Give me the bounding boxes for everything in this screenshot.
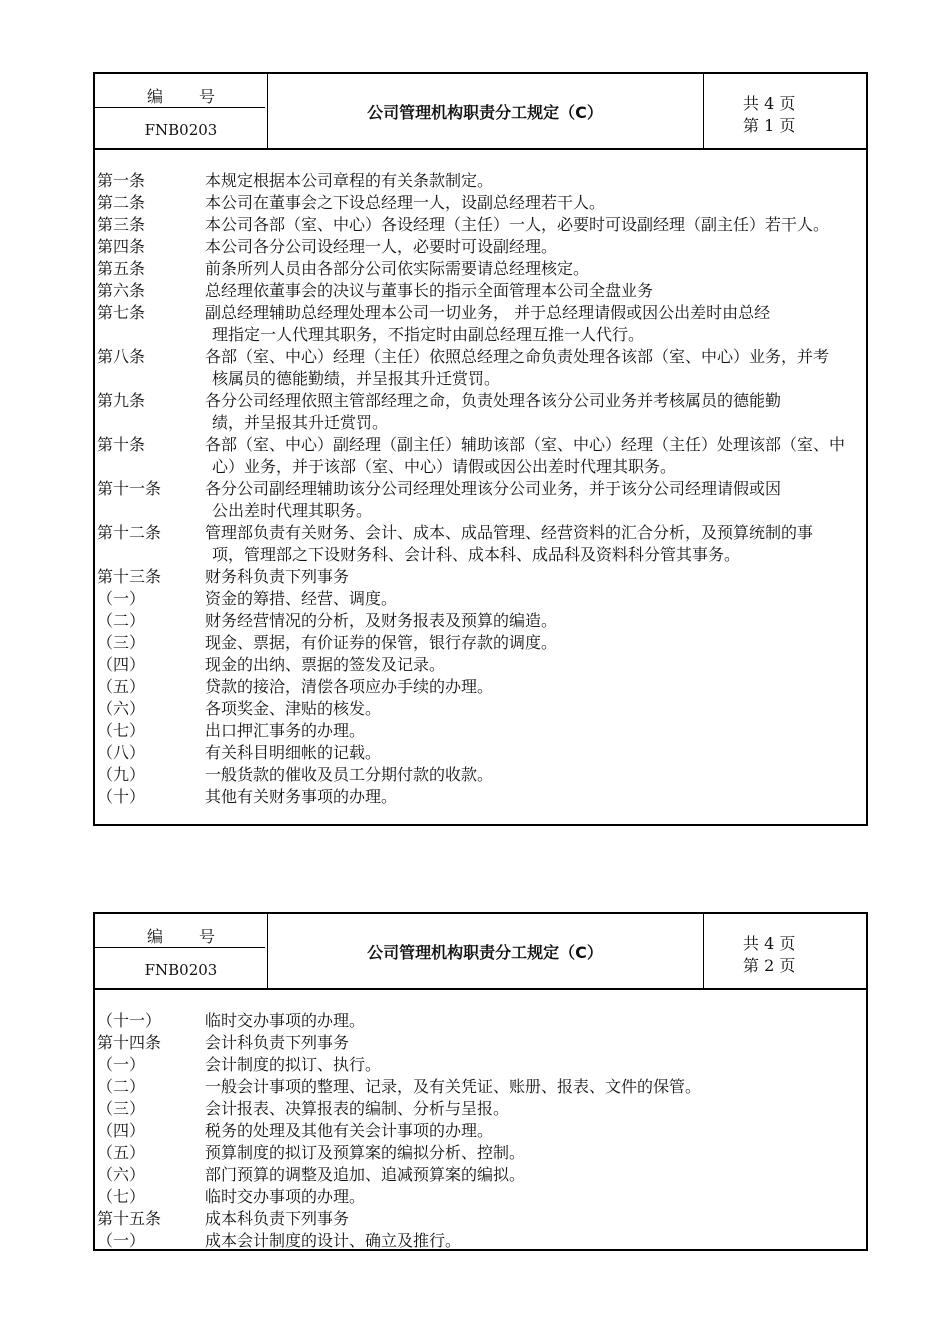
article-label: 第十二条: [97, 523, 162, 542]
code-value: FNB0203: [144, 121, 218, 139]
article-row: [95, 302, 866, 346]
article-text-line: 总经理依董事会的决议与董事长的指示全面管理本公司全盘业务: [205, 281, 654, 300]
article-text: [205, 390, 864, 434]
article-row: [95, 1186, 866, 1208]
article-text-line: 贷款的接洽，清偿各项应办手续的办理。: [205, 677, 494, 696]
article-text: [205, 764, 864, 786]
article-text: [205, 1164, 864, 1186]
code-value: FNB0203: [144, 961, 218, 979]
article-text: [205, 434, 864, 478]
article-text: [205, 588, 864, 610]
article-label: 第九条: [97, 391, 146, 410]
article-row: [95, 698, 866, 720]
article-text: [205, 478, 864, 522]
article-text-continuation: 理指定一人代理其职务，不指定时由副总经理互推一人代行。: [212, 325, 645, 344]
article-text: [205, 610, 864, 632]
article-row: [95, 566, 866, 588]
article-label: （九）: [97, 765, 146, 784]
article-row: [95, 522, 866, 566]
article-text-line: 本规定根据本公司章程的有关条款制定。: [205, 171, 494, 190]
article-label: 第十条: [97, 435, 146, 454]
article-text-line: 各分公司经理依照主管部经理之命，负责处理各该分公司业务并考核属员的德能勤: [205, 391, 782, 410]
article-text: [205, 214, 864, 236]
article-text-line: 成本会计制度的设计、确立及推行。: [205, 1231, 462, 1250]
article-text-line: 现金的出纳、票据的签发及记录。: [205, 655, 446, 674]
article-text: [205, 1076, 864, 1098]
article-row: [95, 1208, 866, 1230]
article-text: [205, 236, 864, 258]
article-row: [95, 588, 866, 610]
article-label: 第十三条: [97, 567, 162, 586]
article-text-line: 财务经营情况的分析，及财务报表及预算的编造。: [205, 611, 558, 630]
article-text: [205, 522, 864, 566]
article-row: [95, 632, 866, 654]
article-row: [95, 170, 866, 192]
article-text-line: 成本科负责下列事务: [205, 1209, 350, 1228]
total-pages: 共 4 页: [743, 94, 796, 113]
page-number: 第 1 页: [743, 116, 796, 135]
document-page-2: [93, 912, 868, 1251]
article-text-line: 临时交办事项的办理。: [205, 1187, 366, 1206]
code-divider: [95, 947, 265, 948]
article-text-line: 税务的处理及其他有关会计事项的办理。: [205, 1121, 494, 1140]
article-row: [95, 192, 866, 214]
article-label: （四）: [97, 1121, 146, 1140]
article-row: [95, 1164, 866, 1186]
article-text: [205, 1054, 864, 1076]
article-text-line: 前条所列人员由各部分公司依实际需要请总经理核定。: [205, 259, 590, 278]
article-text-continuation: 绩，并呈报其升迁赏罚。: [212, 413, 389, 432]
article-row: [95, 1142, 866, 1164]
article-text-continuation: 核属员的德能勤绩，并呈报其升迁赏罚。: [212, 369, 501, 388]
article-label: （八）: [97, 743, 146, 762]
article-text-line: 其他有关财务事项的办理。: [205, 787, 398, 806]
article-label: （一）: [97, 1231, 146, 1250]
article-row: [95, 654, 866, 676]
article-text: [205, 1120, 864, 1142]
article-row: [95, 1076, 866, 1098]
article-row: [95, 1120, 866, 1142]
article-text-line: 会计报表、决算报表的编制、分析与呈报。: [205, 1099, 510, 1118]
article-text-line: 资金的筹措、经营、调度。: [205, 589, 398, 608]
article-label: 第三条: [97, 215, 146, 234]
article-label: 第二条: [97, 193, 146, 212]
code-label: 编号: [146, 927, 251, 946]
article-text-line: 一般货款的催收及员工分期付款的收款。: [205, 765, 494, 784]
article-label: （十一）: [97, 1011, 162, 1030]
article-text: [205, 698, 864, 720]
article-text-line: 各部（室、中心）经理（主任）依照总经理之命负责处理各该部（室、中心）业务，并考: [205, 347, 830, 366]
article-row: [95, 1098, 866, 1120]
article-row: [95, 434, 866, 478]
page-number: 第 2 页: [743, 956, 796, 975]
article-label: （一）: [97, 1055, 146, 1074]
article-row: [95, 742, 866, 764]
document-title: 公司管理机构职责分工规定（C）: [267, 914, 704, 988]
article-text-line: 各项奖金、津贴的核发。: [205, 699, 382, 718]
article-row: [95, 280, 866, 302]
article-row: [95, 1230, 866, 1252]
article-text-line: 本公司各分公司设经理一人，必要时可设副经理。: [205, 237, 558, 256]
article-label: （一）: [97, 589, 146, 608]
article-text-line: 现金、票据，有价证券的保管，银行存款的调度。: [205, 633, 558, 652]
article-row: [95, 1054, 866, 1076]
page-header: [95, 914, 866, 990]
article-text: [205, 786, 864, 808]
article-text: [205, 632, 864, 654]
article-text-line: 各分公司副经理辅助该分公司经理处理该分公司业务，并于该分公司经理请假或因: [205, 479, 782, 498]
article-text: [205, 1032, 864, 1054]
article-text: [205, 1010, 864, 1032]
article-row: [95, 258, 866, 280]
code-cell: [95, 914, 268, 988]
article-text: [205, 1142, 864, 1164]
article-row: [95, 1010, 866, 1032]
article-label: 第四条: [97, 237, 146, 256]
code-label: 编号: [146, 87, 251, 106]
article-text: [205, 742, 864, 764]
page-count-cell: [703, 914, 868, 988]
article-label: （二）: [97, 1077, 146, 1096]
article-label: （五）: [97, 677, 146, 696]
article-label: （四）: [97, 655, 146, 674]
article-label: （七）: [97, 721, 146, 740]
article-row: [95, 720, 866, 742]
article-text: [205, 1208, 864, 1230]
article-text: [205, 258, 864, 280]
article-text-line: 一般会计事项的整理、记录，及有关凭证、账册、报表、文件的保管。: [205, 1077, 702, 1096]
code-divider: [95, 107, 265, 108]
article-text-continuation: 心）业务，并于该部（室、中心）请假或因公出差时代理其职务。: [212, 457, 677, 476]
article-label: （十）: [97, 787, 146, 806]
article-label: （五）: [97, 1143, 146, 1162]
article-row: [95, 214, 866, 236]
article-text-line: 会计制度的拟订、执行。: [205, 1055, 382, 1074]
article-text-continuation: 项，管理部之下设财务科、会计科、成本科、成品科及资料科分管其事务。: [212, 545, 741, 564]
page-header: [95, 74, 866, 150]
article-text-line: 有关科目明细帐的记载。: [205, 743, 382, 762]
article-text-line: 预算制度的拟订及预算案的编拟分析、控制。: [205, 1143, 526, 1162]
document-page-1: [93, 72, 868, 826]
page-body: [95, 170, 866, 808]
article-text-line: 本公司在董事会之下设总经理一人，设副总经理若干人。: [205, 193, 606, 212]
article-text: [205, 346, 864, 390]
article-label: （三）: [97, 633, 146, 652]
article-text: [205, 280, 864, 302]
article-label: 第十五条: [97, 1209, 162, 1228]
article-text-continuation: 公出差时代理其职务。: [212, 501, 373, 520]
article-row: [95, 236, 866, 258]
article-label: （三）: [97, 1099, 146, 1118]
article-text: [205, 720, 864, 742]
article-text-line: 各部（室、中心）副经理（副主任）辅助该部（室、中心）经理（主任）处理该部（室、中: [205, 435, 846, 454]
page-body: [95, 1010, 866, 1252]
page-count-cell: [703, 74, 868, 148]
article-text-line: 财务科负责下列事务: [205, 567, 350, 586]
article-label: （六）: [97, 699, 146, 718]
article-label: 第六条: [97, 281, 146, 300]
article-text-line: 本公司各部（室、中心）各设经理（主任）一人，必要时可设副经理（副主任）若干人。: [205, 215, 830, 234]
article-text-line: 临时交办事项的办理。: [205, 1011, 366, 1030]
article-text-line: 会计科负责下列事务: [205, 1033, 350, 1052]
article-label: 第十四条: [97, 1033, 162, 1052]
article-text: [205, 1098, 864, 1120]
article-row: [95, 764, 866, 786]
article-label: 第五条: [97, 259, 146, 278]
article-label: 第八条: [97, 347, 146, 366]
document-title: 公司管理机构职责分工规定（C）: [267, 74, 704, 148]
article-text: [205, 1230, 864, 1252]
article-label: 第一条: [97, 171, 146, 190]
article-text-line: 部门预算的调整及追加、追减预算案的编拟。: [205, 1165, 526, 1184]
article-row: [95, 610, 866, 632]
article-row: [95, 390, 866, 434]
code-cell: [95, 74, 268, 148]
article-row: [95, 346, 866, 390]
article-text-line: 副总经理辅助总经理处理本公司一切业务， 并于总经理请假或因公出差时由总经: [205, 303, 771, 322]
article-text: [205, 1186, 864, 1208]
article-text: [205, 192, 864, 214]
article-label: （二）: [97, 611, 146, 630]
article-text: [205, 676, 864, 698]
article-row: [95, 1032, 866, 1054]
article-text: [205, 302, 864, 346]
article-label: （六）: [97, 1165, 146, 1184]
article-row: [95, 786, 866, 808]
article-text: [205, 566, 864, 588]
article-text: [205, 170, 864, 192]
article-text: [205, 654, 864, 676]
article-text-line: 管理部负责有关财务、会计、成本、成品管理、经营资料的汇合分析，及预算统制的事: [205, 523, 814, 542]
article-label: （七）: [97, 1187, 146, 1206]
article-row: [95, 676, 866, 698]
article-label: 第十一条: [97, 479, 162, 498]
total-pages: 共 4 页: [743, 934, 796, 953]
article-row: [95, 478, 866, 522]
article-text-line: 出口押汇事务的办理。: [205, 721, 366, 740]
article-label: 第七条: [97, 303, 146, 322]
